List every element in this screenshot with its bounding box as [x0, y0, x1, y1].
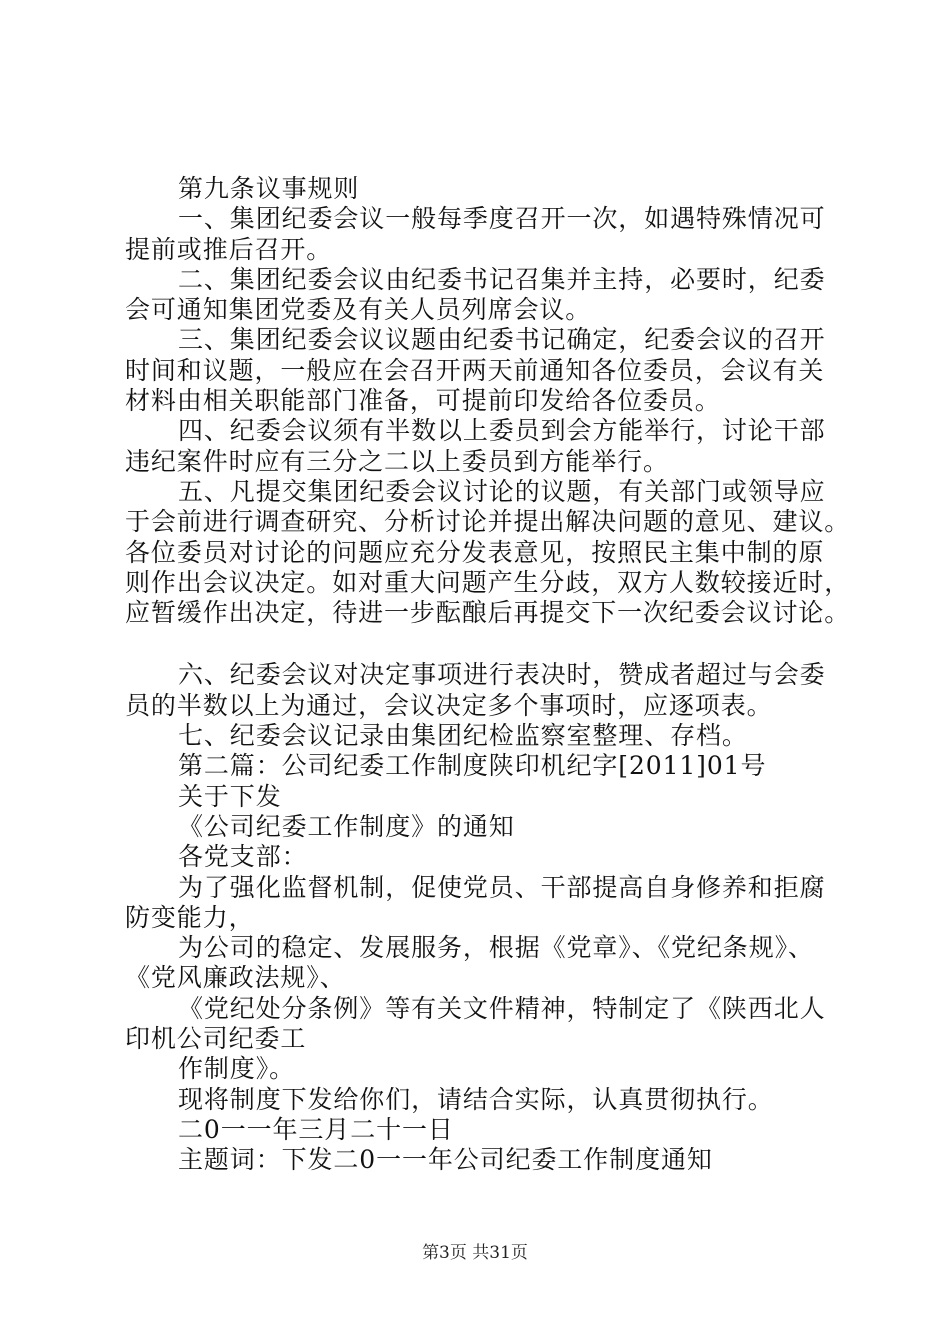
page-number: 第3页 共31页	[422, 1243, 528, 1263]
paragraph-line: 现将制度下发给你们，请结合实际，认真贯彻执行。	[178, 1084, 774, 1114]
section-heading: 第二篇：公司纪委工作制度陕印机纪字[2011]01号	[178, 751, 767, 781]
paragraph-line: 应暂缓作出决定，待进一步酝酿后再提交下一次纪委会议讨论。	[125, 598, 851, 628]
paragraph-line: 时间和议题，一般应在会召开两天前通知各位委员，会议有关	[125, 355, 825, 385]
paragraph-line: 一、集团纪委会议一般每季度召开一次，如遇特殊情况可	[178, 204, 826, 234]
paragraph-line: 违纪案件时应有三分之二以上委员到方能举行。	[125, 446, 669, 476]
paragraph-line: 为公司的稳定、发展服务，根据《党章》、《党纪条规》、	[178, 933, 814, 963]
paragraph-line: 二、集团纪委会议由纪委书记召集并主持，必要时，纪委	[178, 264, 826, 294]
subject-keywords: 主题词：下发二0一一年公司纪委工作制度通知	[178, 1145, 713, 1175]
notice-title-line: 《公司纪委工作制度》的通知	[178, 811, 515, 841]
paragraph-line: 为了强化监督机制，促使党员、干部提高自身修养和拒腐	[178, 872, 826, 902]
paragraph-line: 员的半数以上为通过，会议决定多个事项时，应逐项表。	[125, 690, 773, 720]
paragraph-line: 提前或推后召开。	[125, 234, 333, 264]
paragraph-line: 三、集团纪委会议议题由纪委书记确定，纪委会议的召开	[178, 325, 826, 355]
notice-recipient: 各党支部：	[178, 842, 308, 872]
paragraph-line: 各位委员对讨论的问题应充分发表意见，按照民主集中制的原	[125, 537, 825, 567]
paragraph-line: 材料由相关职能部门准备，可提前印发给各位委员。	[125, 386, 721, 416]
document-body	[125, 174, 855, 1176]
paragraph-line: 五、凡提交集团纪委会议讨论的议题，有关部门或领导应	[178, 476, 826, 506]
notice-title-line: 关于下发	[178, 781, 282, 811]
paragraph-gap	[125, 628, 855, 660]
paragraph-line: 会可通知集团党委及有关人员列席会议。	[125, 295, 592, 325]
paragraph-line: 六、纪委会议对决定事项进行表决时，赞成者超过与会委	[178, 660, 826, 690]
paragraph-line: 防变能力，	[125, 902, 255, 932]
paragraph-line: 则作出会议决定。如对重大问题产生分歧，双方人数较接近时，	[125, 567, 851, 597]
paragraph-line: 于会前进行调查研究、分析讨论并提出解决问题的意见、建议。	[125, 507, 851, 537]
article-heading: 第九条议事规则	[178, 174, 360, 203]
paragraph-line: 印机公司纪委工	[125, 1024, 307, 1054]
paragraph-line: 作制度》。	[178, 1054, 296, 1084]
paragraph-line: 七、纪委会议记录由集团纪检监察室整理、存档。	[178, 721, 748, 751]
paragraph-line: 《党风廉政法规》、	[125, 963, 346, 993]
notice-date: 二0一一年三月二十一日	[178, 1114, 454, 1144]
paragraph-line: 《党纪处分条例》等有关文件精神，特制定了《陕西北人	[178, 993, 826, 1023]
paragraph-line: 四、纪委会议须有半数以上委员到会方能举行，讨论干部	[178, 416, 826, 446]
